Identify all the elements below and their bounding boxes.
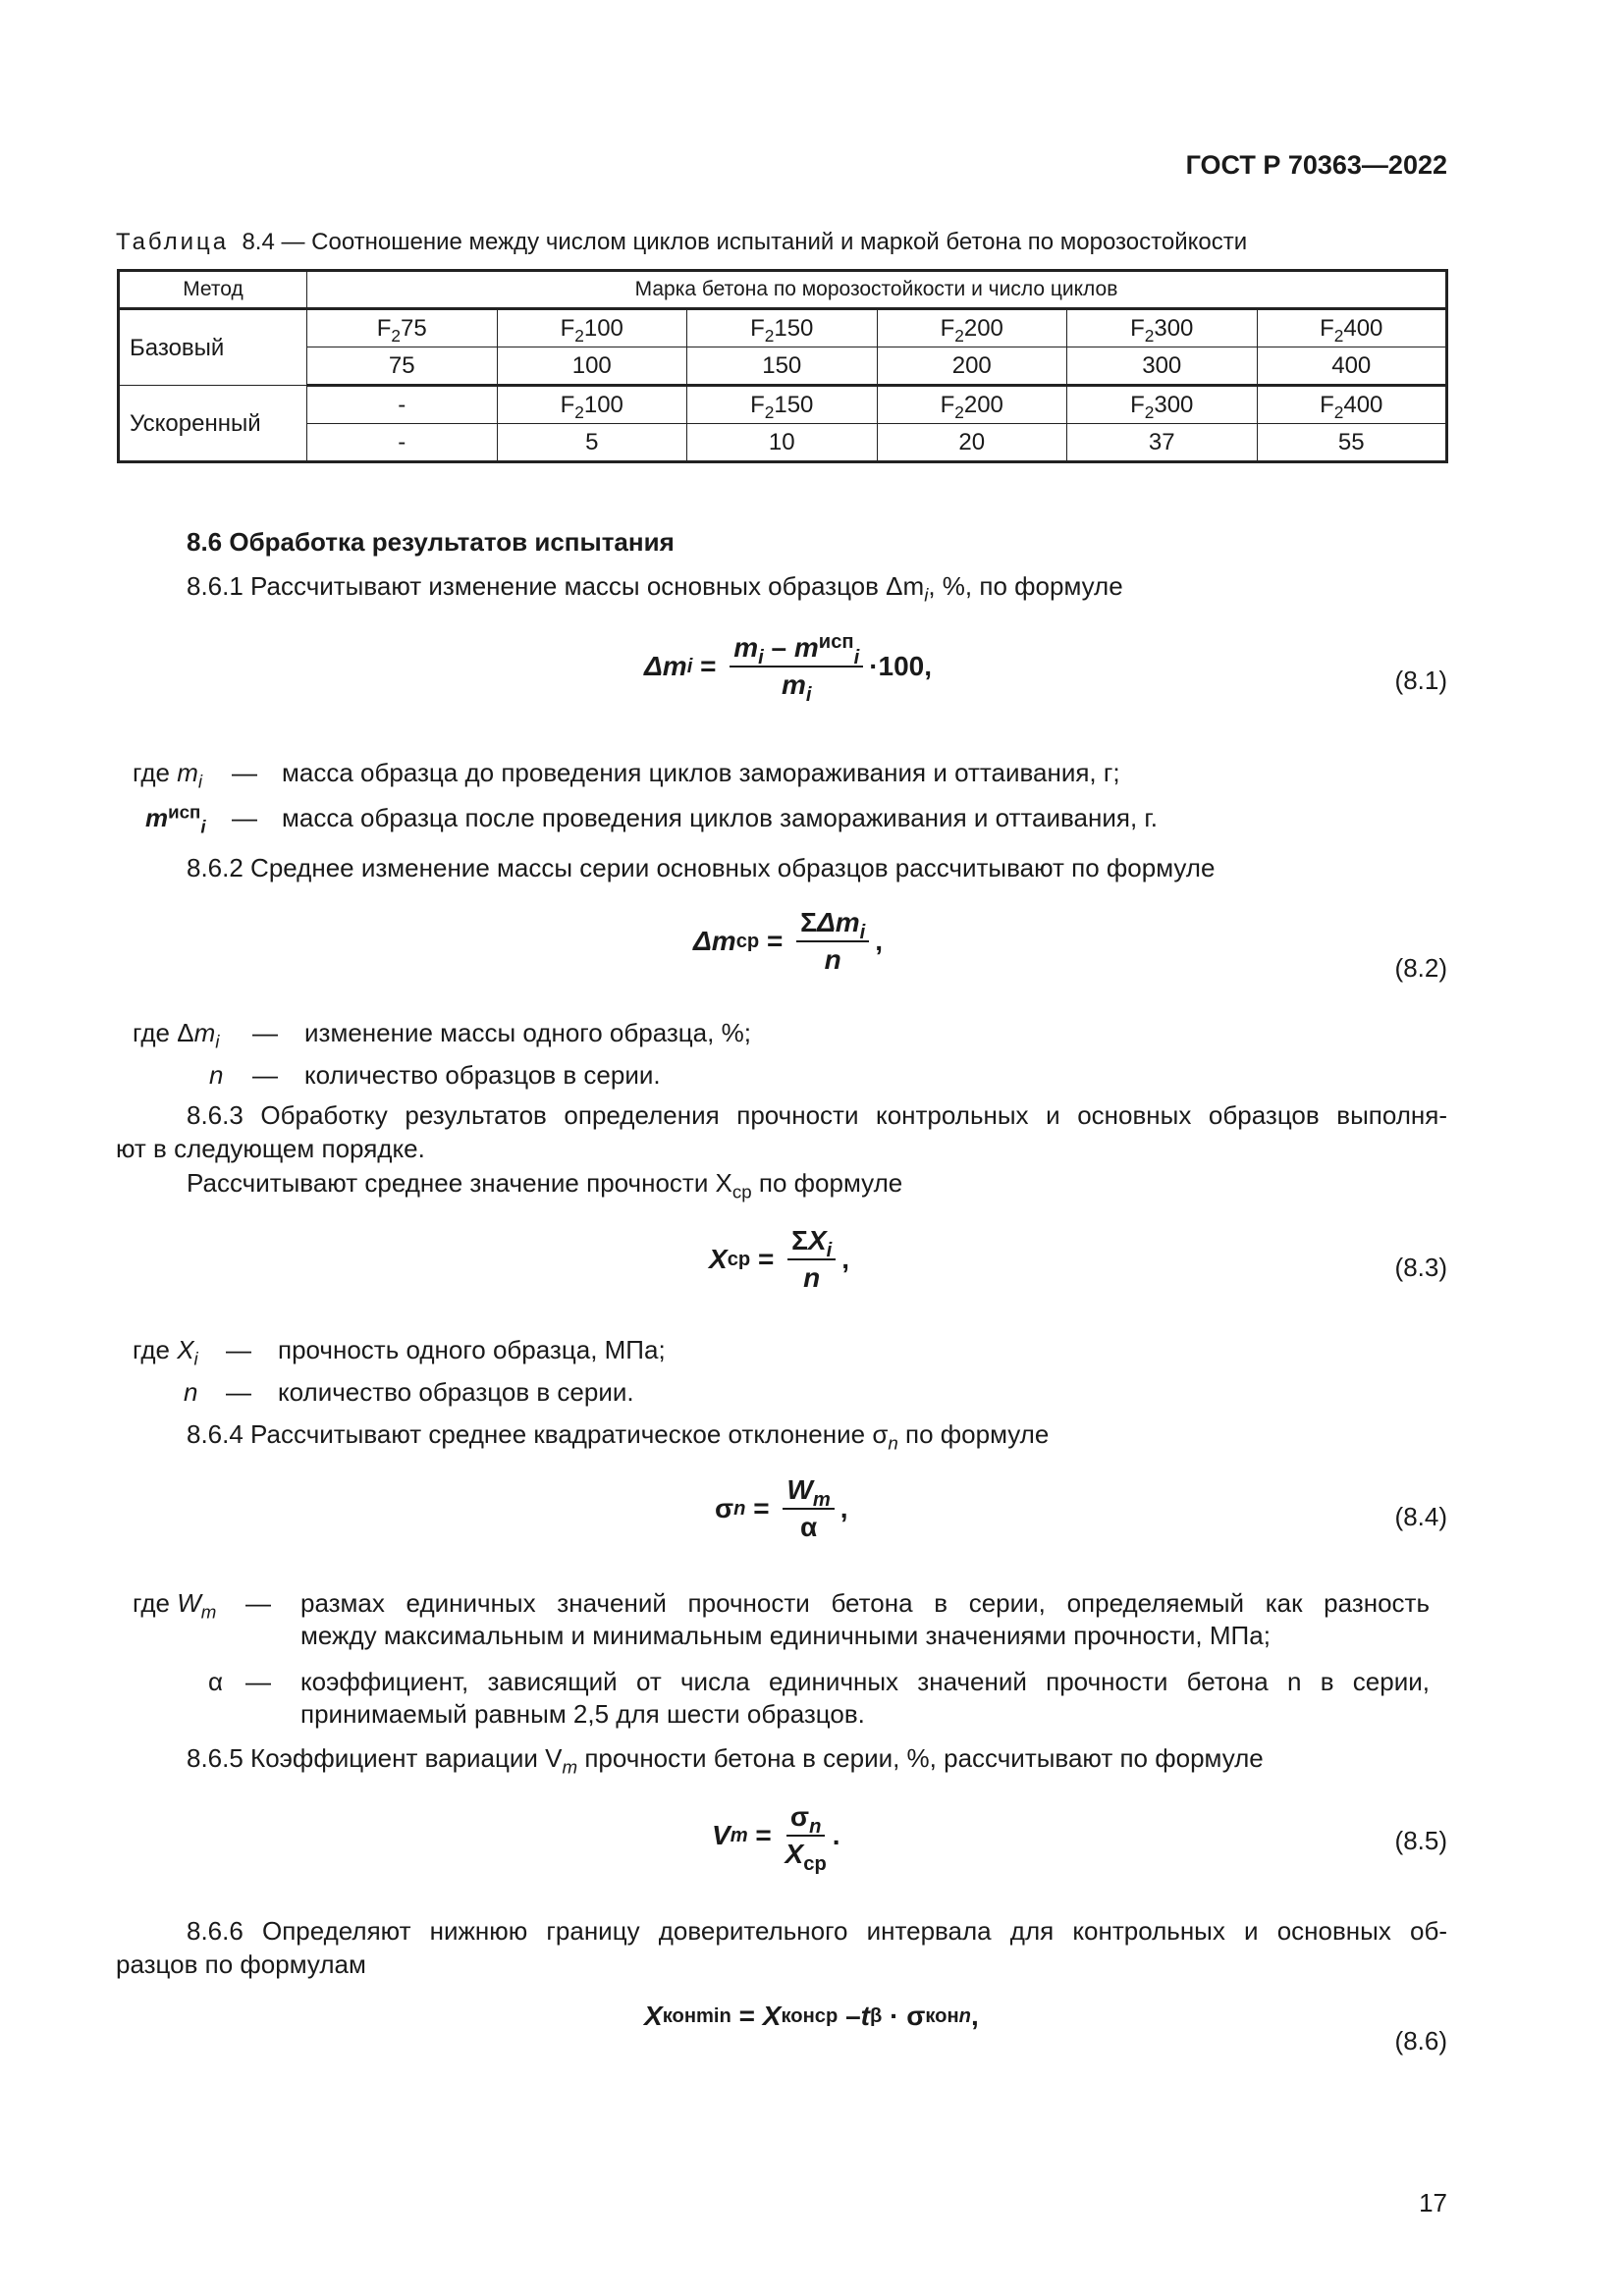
paragraph-8-6-2: 8.6.2 Среднее изменение массы серии основных образцов рассчитывают по формуле (187, 853, 1216, 882)
table-row (119, 424, 1447, 462)
dash: — (252, 1060, 278, 1090)
dash: — (226, 1335, 251, 1364)
grade-cell: $F_2300$ (1067, 386, 1258, 424)
cycles-cell: 55 (1257, 424, 1447, 462)
symbol-label: n (184, 1377, 198, 1407)
table-row (119, 386, 1447, 424)
section-title: 8.6 Обработка результатов испытания (187, 527, 675, 557)
where-label: где $X_i$ (133, 1335, 198, 1369)
cycles-cell: 100 (497, 347, 687, 386)
formula-8-2: Δm ср = $\frac{\Sigma\Delta m_i}{n}$ , (693, 907, 884, 975)
formula-8-4: σ n = $\frac{W_m}{\alpha}$ , (715, 1474, 848, 1542)
definition-text: масса образца после проведения циклов замораживания и оттаивания, г. (282, 803, 1158, 832)
where-label: где $W_m$ (133, 1588, 217, 1623)
formula-8-1: Δm i = $\frac{m_i - m^{исп}_i}{m_i}$ ·100, (644, 630, 933, 707)
equation-number: (8.5) (1394, 1826, 1447, 1855)
grade-cell: $F_2100$ (497, 309, 687, 347)
grade-cell: $F_2300$ (1067, 309, 1258, 347)
formula-8-5: V m = $\frac{\sigma_n}{X_{ср}}$ . (712, 1801, 840, 1876)
cycles-cell: 5 (497, 424, 687, 462)
definition-text: количество образцов в серии. (304, 1060, 661, 1090)
header-grade-cycles: Марка бетона по морозостойкости и число циклов (307, 271, 1447, 309)
cycles-cell: 75 (307, 347, 498, 386)
formula-8-3: X ср = $\frac{\Sigma X_i}{n}$ , (709, 1225, 850, 1293)
equation-number: (8.4) (1394, 1502, 1447, 1531)
grade-cell: $F_2100$ (497, 386, 687, 424)
definition-text: коэффициент, зависящий от числа единичных значений прочности бетона n в серии, (300, 1667, 1430, 1696)
symbol-label: $m^{исп}_i$ (145, 801, 206, 837)
equation-number: (8.3) (1394, 1253, 1447, 1282)
equation-number: (8.2) (1394, 953, 1447, 983)
method-basic: Базовый (119, 309, 307, 386)
dash: — (252, 1018, 278, 1047)
cycles-cell: 300 (1067, 347, 1258, 386)
table-caption-label: Таблица (116, 229, 230, 255)
grade-cell: $F_2150$ (687, 309, 878, 347)
frost-resistance-table (117, 269, 1448, 463)
definition-text: количество образцов в серии. (278, 1377, 634, 1407)
grade-cell: $F_2200$ (877, 386, 1067, 424)
fraction: $\frac{\Sigma X_i}{n}$ (787, 1225, 836, 1294)
paragraph-8-6-1: 8.6.1 Рассчитывают изменение массы основных образцов $\Delta m_i$, %, по формуле (187, 571, 1123, 606)
dash: — (245, 1667, 271, 1696)
fraction: $\frac{\Sigma\Delta m_i}{n}$ (796, 907, 869, 976)
cycles-cell: 200 (877, 347, 1067, 386)
grade-cell: - (307, 386, 498, 424)
cycles-cell: 10 (687, 424, 878, 462)
equation-number: (8.6) (1394, 2026, 1447, 2056)
paragraph-8-6-4: 8.6.4 Рассчитывают среднее квадратическое отклонение $\sigma_n$ по формуле (187, 1419, 1050, 1454)
grade-cell: $F_2400$ (1257, 386, 1447, 424)
paragraph-8-6-6-cont: разцов по формулам (116, 1949, 366, 1979)
where-label: где $m_i$ (133, 758, 203, 792)
grade-cell: $F_275$ (307, 309, 498, 347)
symbol-label: n (209, 1060, 224, 1090)
cycles-cell: 20 (877, 424, 1067, 462)
document-header: ГОСТ Р 70363—2022 (1185, 150, 1447, 180)
table-row (119, 347, 1447, 386)
symbol-label: α (208, 1667, 224, 1696)
definition-text: прочность одного образца, МПа; (278, 1335, 666, 1364)
cycles-cell: - (307, 424, 498, 462)
where-label: где $\Delta m_i$ (133, 1018, 220, 1052)
fraction: $\frac{m_i - m^{исп}_i}{m_i}$ (730, 632, 863, 701)
definition-text: масса образца до проведения циклов замораживания и оттаивания, г; (282, 758, 1120, 787)
cycles-cell: 150 (687, 347, 878, 386)
cycles-cell: 37 (1067, 424, 1258, 462)
table-header-row (119, 271, 1447, 309)
header-method: Метод (119, 271, 307, 309)
table-caption-text: 8.4 — Соотношение между числом циклов испытаний и маркой бетона по морозостойкости (242, 229, 1248, 255)
grade-cell: $F_2150$ (687, 386, 878, 424)
definition-text: между максимальным и минимальным единичными значениями прочности, МПа; (300, 1621, 1271, 1650)
dash: — (232, 803, 257, 832)
equation-number: (8.1) (1394, 666, 1447, 695)
cycles-cell: 400 (1257, 347, 1447, 386)
dash: — (245, 1588, 271, 1618)
paragraph-8-6-3-cont: ют в следующем порядке. (116, 1134, 425, 1163)
page-number: 17 (1419, 2188, 1447, 2217)
paragraph-8-6-5: 8.6.5 Коэффициент вариации $V_m$ прочности бетона в серии, %, рассчитывают по формуле (187, 1743, 1264, 1778)
paragraph-8-6-3: 8.6.3 Обработку результатов определения прочности контрольных и основных образцов выполня- (187, 1100, 1447, 1130)
paragraph-8-6-3-mean: Рассчитывают среднее значение прочности $X_{ср}$ по формуле (187, 1168, 903, 1202)
definition-text: изменение массы одного образца, %; (304, 1018, 751, 1047)
dash: — (226, 1377, 251, 1407)
grade-cell: $F_2400$ (1257, 309, 1447, 347)
paragraph-8-6-6: 8.6.6 Определяют нижнюю границу доверительного интервала для контрольных и основных об- (187, 1916, 1447, 1946)
method-accelerated: Ускоренный (119, 386, 307, 462)
formula-8-6: X кон min = X кон ср – t β · σ кон n , (644, 2001, 979, 2031)
fraction: $\frac{\sigma_n}{X_{ср}}$ (785, 1801, 827, 1876)
definition-text: размах единичных значений прочности бетона в серии, определяемый как разность (300, 1588, 1430, 1618)
grade-cell: $F_2200$ (877, 309, 1067, 347)
dash: — (232, 758, 257, 787)
definition-text: принимаемый равным 2,5 для шести образцов. (300, 1699, 865, 1729)
table-row (119, 309, 1447, 347)
fraction: $\frac{W_m}{\alpha}$ (783, 1474, 834, 1543)
table-caption (116, 229, 1247, 257)
